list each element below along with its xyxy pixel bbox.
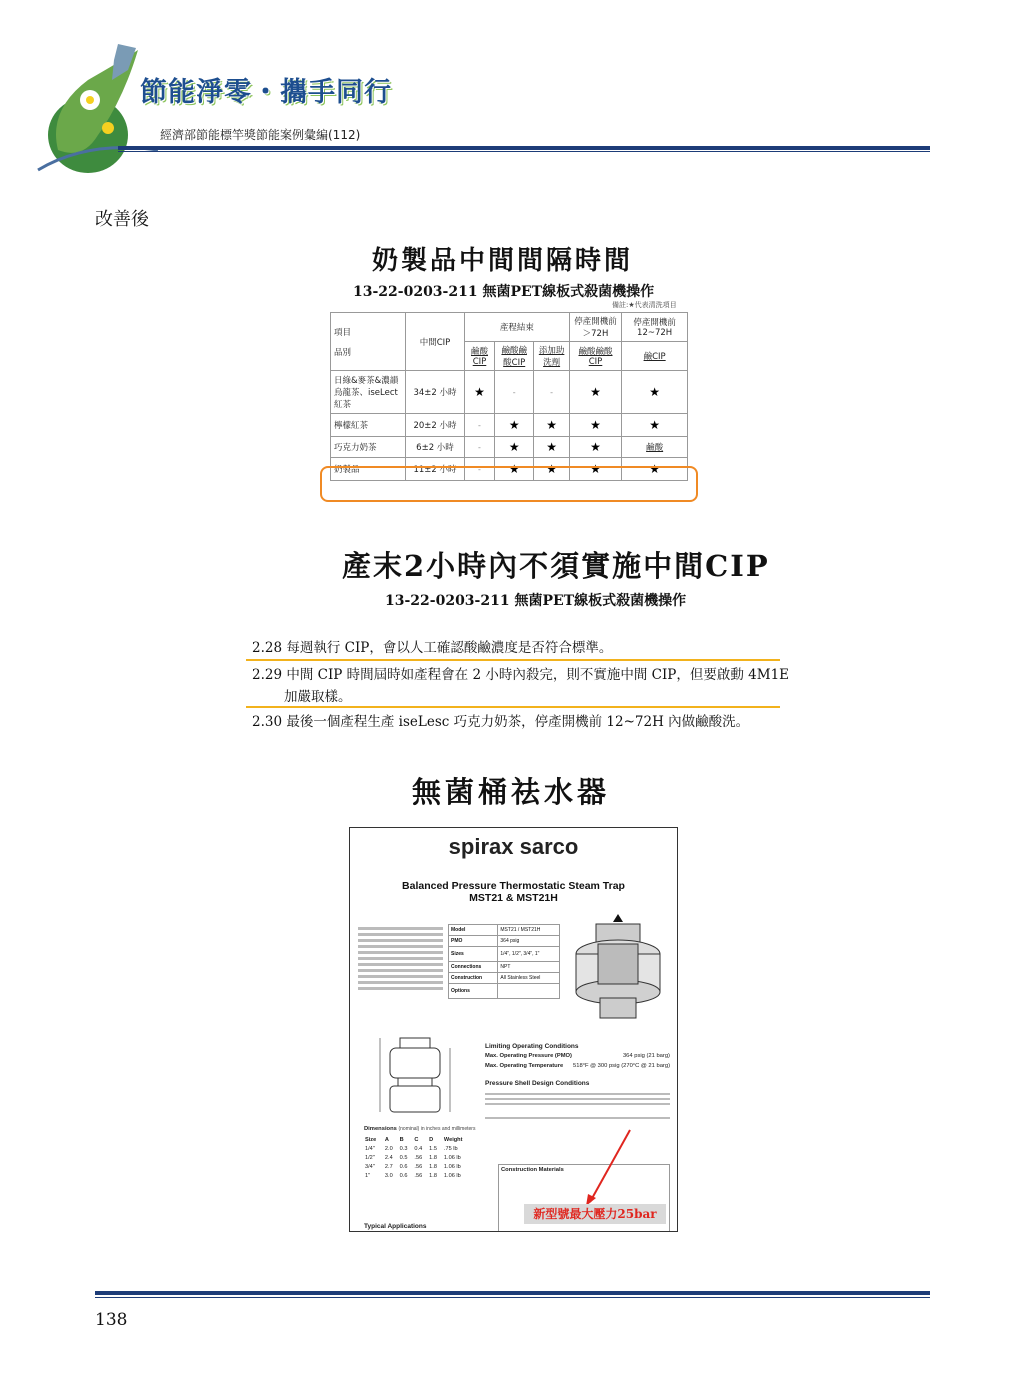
note-2-30: 2.30 最後一個產程生產 iseLesc 巧克力奶茶，停產開機前 12~72H 內做鹼酸洗。	[252, 714, 750, 730]
header-alkali-acid-cip: 鹼酸鹼酸CIP	[494, 342, 533, 371]
highlight-line	[246, 659, 780, 661]
slide1-title: 奶製品中間間隔時間	[372, 246, 634, 276]
header-mid-cip: 中間CIP	[406, 313, 465, 371]
product-title: Balanced Pressure Thermostatic Steam Trap MST21 & MST21H	[402, 880, 625, 904]
product-datasheet	[349, 827, 678, 1232]
typical-applications: Typical Applications	[364, 1223, 427, 1230]
highlight-line	[246, 706, 780, 708]
note-2-29-cont: 加嚴取樣。	[284, 689, 352, 705]
table-row: 檸檬紅茶 20±2 小時 - ★ ★ ★ ★	[331, 414, 688, 437]
slide1-subtitle: 13-22-0203-211 無菌PET線板式殺菌機操作	[353, 284, 655, 300]
footer-rule-thin	[95, 1297, 930, 1298]
page-number: 138	[95, 1310, 128, 1330]
header-rule	[118, 146, 930, 150]
brand-logo: spirax sarco	[448, 834, 579, 859]
spec-table: Model MST21 / MST21H PMO 364 psig Sizes 1/4", 1/2", 3/4", 1" Connections NPT Construction All Stainless Steel Options	[448, 924, 560, 999]
header-alkali-acid-alkali: 鹼酸鹼酸CIP	[569, 342, 621, 371]
callout-arrow	[580, 1128, 640, 1208]
section-label: 改善後	[95, 209, 149, 230]
table-row: 奶製品 11±2 小時 - ★ ★ ★ ★	[331, 458, 688, 481]
slide2-title: 產末2小時內不須實施中間CIP	[342, 549, 770, 583]
steam-trap-cutaway	[568, 914, 668, 1024]
pressure-callout: 新型號最大壓力25bar	[524, 1204, 666, 1224]
header-process-end: 產程結束	[465, 313, 570, 342]
slide3-title: 無菌桶祛水器	[412, 775, 611, 809]
slogan: 節能淨零・攜手同行	[140, 77, 392, 108]
cleaning-table	[330, 312, 688, 481]
table-row: 日綠&麥茶&濃韻烏龍茶、iseLect 紅茶 34±2 小時 ★ - - ★ ★	[331, 371, 688, 414]
table-row: 巧克力奶茶 6±2 小時 - ★ ★ ★ 鹼酸	[331, 437, 688, 458]
construction-materials: Construction Materials	[498, 1164, 670, 1232]
header-additive: 添加助洗劑	[534, 342, 569, 371]
steam-trap-side-drawing	[370, 1034, 460, 1124]
header-subtitle: 經濟部節能標竿獎節能案例彙編(112)	[160, 128, 361, 142]
note-2-29: 2.29 中間 CIP 時間屆時如產程會在 2 小時內殺完，則不實施中間 CIP，但要啟動 4M1E	[252, 667, 790, 683]
header-alkali-cip-2: 鹼CIP	[622, 342, 688, 371]
header-alkali-cip: 鹼酸CIP	[465, 342, 495, 371]
description-text	[358, 924, 443, 993]
header-item: 項目 品別	[331, 313, 406, 371]
footer-rule	[95, 1291, 930, 1295]
taiwan-leaf-logo	[28, 40, 168, 180]
header-before-72h: 停產開機前＞72H	[569, 313, 621, 342]
dimensions-block: Dimensions (nominal) in inches and millimeters Size A B C D Weight 1/4" 2.0 0.3 0.4 1.5 .75 lb 1/2" 2.4 0.5 .56 1.8 1.06 lb 3/4" 2.7 0.6 .56 1.8 1.06 lb 1" 3.0 0.6 .56 1.8 1.06 lb	[364, 1126, 476, 1179]
header-rule-thin	[118, 151, 930, 152]
highlight-box	[320, 466, 698, 502]
slide1-note: 備註:★代表清洗項目	[612, 301, 677, 309]
slide2-subtitle: 13-22-0203-211 無菌PET線板式殺菌機操作	[385, 593, 687, 609]
limiting-conditions: Limiting Operating Conditions Max. Operating Pressure (PMO) 364 psig (21 barg) Max. Operating Temperature 518°F @ 300 psig (270°C @ 21 barg) Pressure Shell Design Conditions	[485, 1043, 670, 1122]
note-2-28: 2.28 每週執行 CIP，會以人工確認酸鹼濃度是否符合標準。	[252, 640, 613, 656]
header-12-72h: 停產開機前12~72H	[622, 313, 688, 342]
